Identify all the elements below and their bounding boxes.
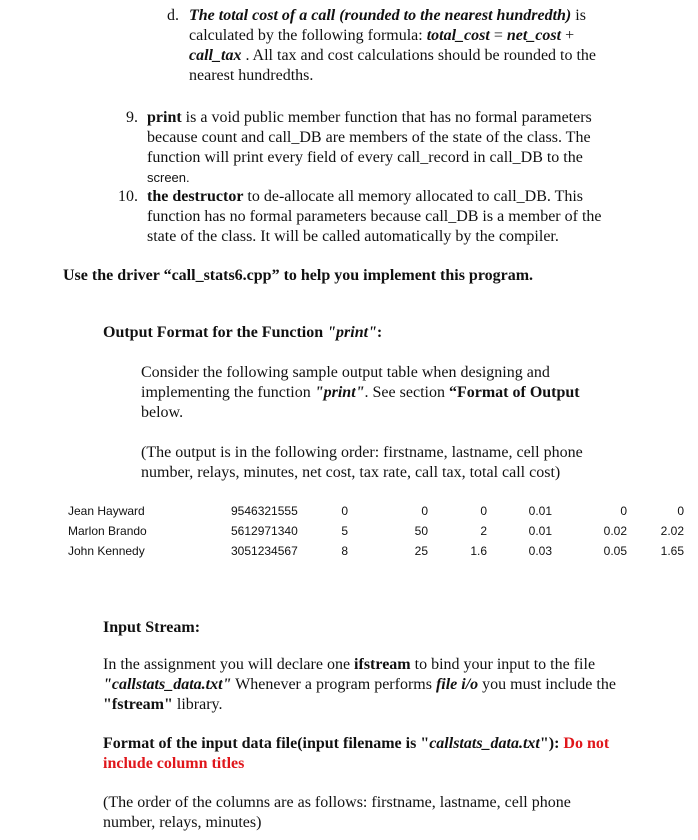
item-d-line3 [189,46,596,66]
output-format-p2-line1: (The output is in the following order: firstname, lastname, cell phone [141,444,583,461]
input-stream-text2: to bind your input to the file [410,656,596,673]
cell-name: Jean Hayward [68,504,145,518]
item-9-line1-rest: is a void public member function that has no formal parameters [181,109,592,126]
output-format-p1-line1: Consider the following sample output table when designing and [141,364,550,381]
item-9-line2: because count and call_DB are members of the state of the class. The [147,129,591,146]
ifstream-term: ifstream [354,656,411,673]
cell-relays: 8 [341,544,348,558]
item-10-line2: function has no formal parameters because call_DB is a member of the [147,208,602,225]
input-format-warning-line2: include column titles [103,755,245,772]
output-format-p1-line2 [141,383,580,403]
cell-name: Marlon Brando [68,524,147,538]
cell-relays: 0 [341,504,348,518]
item-d-line1 [189,6,586,26]
input-stream-p1-line1 [103,655,595,675]
item-9-term: print [147,109,182,126]
item-9-marker: 9. [126,109,138,126]
item-10-line1-rest: to de-allocate all memory allocated to call_DB. This [243,188,584,205]
input-stream-text4: you must include the [478,676,616,693]
cell-phone: 5612971340 [231,524,298,538]
cell-phone: 3051234567 [231,544,298,558]
table-row [0,541,698,561]
formula-plus: + [561,27,575,44]
item-9-line3: function will print every field of every call_record in call_DB to the [147,149,583,166]
input-stream-p1-line3 [103,695,223,715]
item-9-line1 [147,108,592,128]
input-format-p2-line1: (The order of the columns are as follows: firstname, lastname, cell phone [103,794,571,811]
table-row [0,521,698,541]
item-9-line4: screen. [147,170,190,185]
cell-minutes: 25 [414,544,428,558]
filename-term: "callstats_data.txt" [103,676,232,693]
item-10-marker: 10. [118,188,138,205]
output-format-p2-line2: number, relays, minutes, net cost, tax rate, call tax, total call cost) [141,464,561,481]
sample-output-table [0,501,698,561]
cell-tax-rate: 0.03 [528,544,552,558]
cell-call-tax: 0.02 [603,524,627,538]
item-d-marker: d. [167,7,179,24]
cell-relays: 5 [341,524,348,538]
output-format-heading-text: Output Format for the Function [103,324,328,341]
item-10-line3: state of the class. It will be called automatically by the compiler. [147,228,559,245]
output-format-p1-section: “Format of Output [448,384,580,401]
cell-call-tax: 0.05 [603,544,627,558]
output-format-heading [103,323,382,343]
cell-total: 2.02 [660,524,684,538]
cell-tax-rate: 0.01 [528,504,552,518]
formula-lhs: total_cost [426,27,490,44]
input-stream-text3: Whenever a program performs [231,676,436,693]
formula-rhs2: call_tax [189,47,242,64]
item-d-line3-rest: . All tax and cost calculations should be rounded to the [241,47,597,64]
driver-note: Use the driver “call_stats6.cpp” to help you implement this program. [63,267,534,284]
cell-tax-rate: 0.01 [528,524,552,538]
output-format-p1-text: implementing the function [141,384,315,401]
output-format-p1-text2: . See section [364,384,449,401]
item-d-line2-text: calculated by the following formula: [189,27,427,44]
table-row [0,501,698,521]
cell-net-cost: 1.6 [470,544,487,558]
cell-net-cost: 2 [480,524,487,538]
fstream-term: "fstream" [103,696,173,713]
input-format-filename: callstats_data.txt [429,735,540,752]
cell-phone: 9546321555 [231,504,298,518]
cell-minutes: 50 [414,524,428,538]
item-d-line4: nearest hundredths. [189,67,314,84]
item-10-term: the destructor [147,188,244,205]
item-d-line1-rest: is [571,7,586,24]
output-format-heading-colon: : [376,324,383,341]
input-stream-p1-line2 [103,675,616,695]
cell-total: 0 [677,504,684,518]
formula-rhs1: net_cost [506,27,562,44]
cell-net-cost: 0 [480,504,487,518]
file-io-term: file i/o [435,676,479,693]
output-format-heading-func: "print" [327,324,377,341]
cell-minutes: 0 [421,504,428,518]
item-d-line2 [189,26,574,46]
input-format-warning: Do not [563,735,610,752]
input-stream-text5: library. [172,696,223,713]
formula-eq: = [489,27,507,44]
input-format-text2: "): [539,735,564,752]
item-10-line1 [147,187,583,207]
output-format-p1-func: "print" [314,384,365,401]
item-d-title: The total cost of a call (rounded to the nearest hundredth) [189,7,572,24]
cell-call-tax: 0 [620,504,627,518]
input-stream-text: In the assignment you will declare one [103,656,355,673]
input-format-line1 [103,734,609,754]
output-format-p1-line3: below. [141,404,184,421]
input-stream-heading: Input Stream: [103,619,201,636]
input-format-p2-line2: number, relays, minutes) [103,814,262,831]
input-format-text: Format of the input data file(input filename is " [103,735,430,752]
cell-total: 1.65 [660,544,684,558]
cell-name: John Kennedy [68,544,145,558]
